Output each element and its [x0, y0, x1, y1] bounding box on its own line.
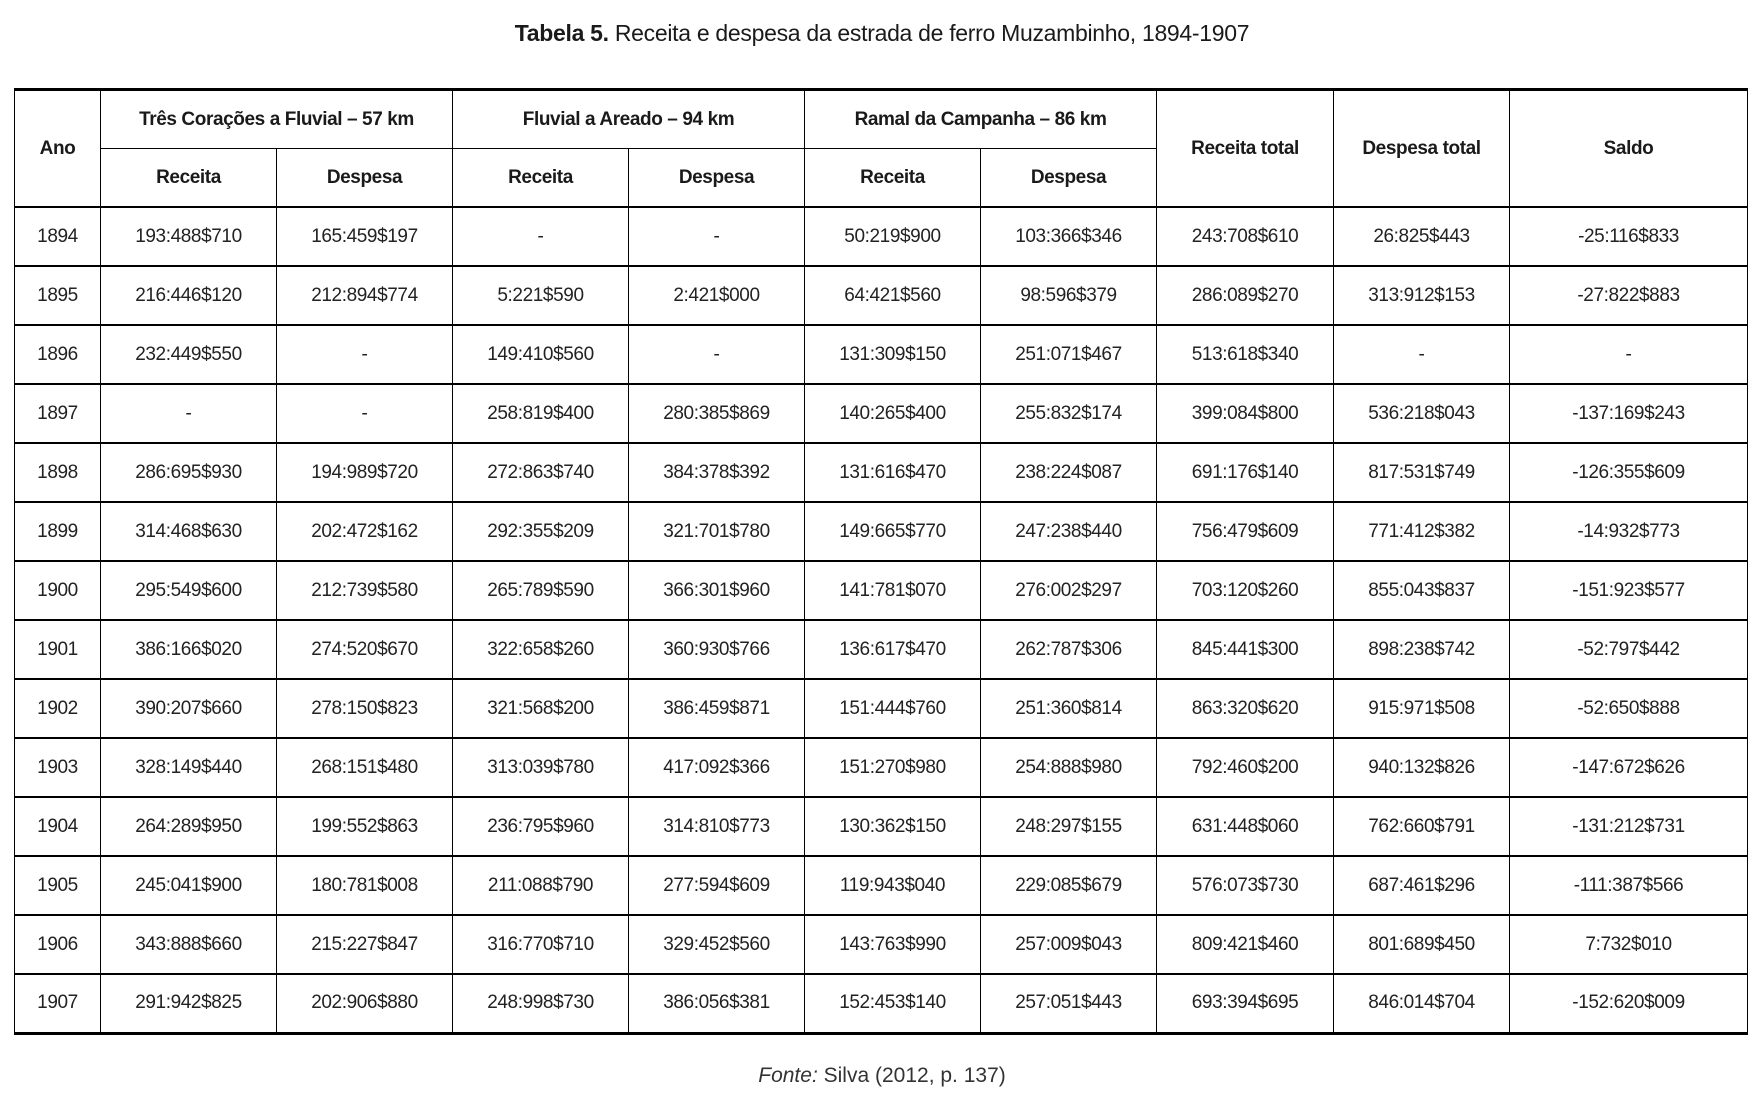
value-cell: 792:460$200 — [1157, 738, 1334, 797]
value-cell: 64:421$560 — [805, 266, 981, 325]
value-cell: 180:781$008 — [277, 856, 453, 915]
value-cell: - — [629, 207, 805, 266]
value-cell: -137:169$243 — [1510, 384, 1748, 443]
value-cell: 313:039$780 — [453, 738, 629, 797]
value-cell: 863:320$620 — [1157, 679, 1334, 738]
table-row — [15, 561, 1748, 620]
value-cell: 536:218$043 — [1334, 384, 1510, 443]
year-cell: 1903 — [15, 738, 101, 797]
caption-text: Receita e despesa da estrada de ferro Muzambinho, 1894-1907 — [608, 20, 1250, 46]
value-cell: 762:660$791 — [1334, 797, 1510, 856]
year-cell: 1907 — [15, 974, 101, 1033]
table-row — [15, 207, 1748, 266]
value-cell: 265:789$590 — [453, 561, 629, 620]
value-cell: 915:971$508 — [1334, 679, 1510, 738]
value-cell: 254:888$980 — [981, 738, 1157, 797]
value-cell: 2:421$000 — [629, 266, 805, 325]
value-cell: 151:444$760 — [805, 679, 981, 738]
value-cell: -27:822$883 — [1510, 266, 1748, 325]
value-cell: 313:912$153 — [1334, 266, 1510, 325]
group-tres-coracoes: Três Corações a Fluvial – 57 km — [101, 90, 453, 149]
value-cell: 384:378$392 — [629, 443, 805, 502]
value-cell: 366:301$960 — [629, 561, 805, 620]
value-cell: 26:825$443 — [1334, 207, 1510, 266]
value-cell: 386:056$381 — [629, 974, 805, 1033]
col-ano: Ano — [15, 90, 101, 208]
value-cell: 316:770$710 — [453, 915, 629, 974]
year-cell: 1904 — [15, 797, 101, 856]
table-row — [15, 443, 1748, 502]
value-cell: - — [277, 325, 453, 384]
value-cell: 898:238$742 — [1334, 620, 1510, 679]
table-row — [15, 325, 1748, 384]
col-receita-total: Receita total — [1157, 90, 1334, 208]
value-cell: -25:116$833 — [1510, 207, 1748, 266]
value-cell: 771:412$382 — [1334, 502, 1510, 561]
value-cell: 243:708$610 — [1157, 207, 1334, 266]
group-fluvial-areado: Fluvial a Areado – 94 km — [453, 90, 805, 149]
value-cell: 216:446$120 — [101, 266, 277, 325]
value-cell: 386:459$871 — [629, 679, 805, 738]
value-cell: 360:930$766 — [629, 620, 805, 679]
value-cell: -152:620$009 — [1510, 974, 1748, 1033]
value-cell: 141:781$070 — [805, 561, 981, 620]
value-cell: 276:002$297 — [981, 561, 1157, 620]
value-cell: 280:385$869 — [629, 384, 805, 443]
value-cell: - — [1510, 325, 1748, 384]
table-row — [15, 384, 1748, 443]
year-cell: 1898 — [15, 443, 101, 502]
value-cell: 386:166$020 — [101, 620, 277, 679]
value-cell: 247:238$440 — [981, 502, 1157, 561]
value-cell: 855:043$837 — [1334, 561, 1510, 620]
value-cell: - — [1334, 325, 1510, 384]
value-cell: 264:289$950 — [101, 797, 277, 856]
value-cell: -126:355$609 — [1510, 443, 1748, 502]
value-cell: 801:689$450 — [1334, 915, 1510, 974]
value-cell: 193:488$710 — [101, 207, 277, 266]
value-cell: 314:810$773 — [629, 797, 805, 856]
value-cell: 845:441$300 — [1157, 620, 1334, 679]
value-cell: 98:596$379 — [981, 266, 1157, 325]
value-cell: - — [453, 207, 629, 266]
year-cell: 1906 — [15, 915, 101, 974]
sub-despesa: Despesa — [981, 149, 1157, 208]
value-cell: - — [101, 384, 277, 443]
year-cell: 1899 — [15, 502, 101, 561]
table-row — [15, 856, 1748, 915]
value-cell: 272:863$740 — [453, 443, 629, 502]
value-cell: 7:732$010 — [1510, 915, 1748, 974]
value-cell: 322:658$260 — [453, 620, 629, 679]
year-cell: 1900 — [15, 561, 101, 620]
value-cell: 103:366$346 — [981, 207, 1157, 266]
value-cell: 119:943$040 — [805, 856, 981, 915]
value-cell: -111:387$566 — [1510, 856, 1748, 915]
value-cell: 202:906$880 — [277, 974, 453, 1033]
value-cell: 149:410$560 — [453, 325, 629, 384]
value-cell: 268:151$480 — [277, 738, 453, 797]
value-cell: 255:832$174 — [981, 384, 1157, 443]
value-cell: 703:120$260 — [1157, 561, 1334, 620]
value-cell: 258:819$400 — [453, 384, 629, 443]
value-cell: 417:092$366 — [629, 738, 805, 797]
value-cell: 212:894$774 — [277, 266, 453, 325]
value-cell: 846:014$704 — [1334, 974, 1510, 1033]
value-cell: 232:449$550 — [101, 325, 277, 384]
table-caption — [0, 20, 1764, 47]
table-row — [15, 266, 1748, 325]
table-row — [15, 679, 1748, 738]
value-cell: 328:149$440 — [101, 738, 277, 797]
value-cell: 693:394$695 — [1157, 974, 1334, 1033]
value-cell: 236:795$960 — [453, 797, 629, 856]
value-cell: 143:763$990 — [805, 915, 981, 974]
value-cell: 809:421$460 — [1157, 915, 1334, 974]
value-cell: 212:739$580 — [277, 561, 453, 620]
table-row — [15, 915, 1748, 974]
value-cell: 817:531$749 — [1334, 443, 1510, 502]
caption-label: Tabela 5. — [514, 20, 609, 46]
value-cell: 399:084$800 — [1157, 384, 1334, 443]
sub-receita: Receita — [101, 149, 277, 208]
value-cell: -52:797$442 — [1510, 620, 1748, 679]
value-cell: -147:672$626 — [1510, 738, 1748, 797]
value-cell: 691:176$140 — [1157, 443, 1334, 502]
value-cell: 202:472$162 — [277, 502, 453, 561]
revenue-expense-table — [14, 88, 1748, 1035]
value-cell: 251:071$467 — [981, 325, 1157, 384]
value-cell: -14:932$773 — [1510, 502, 1748, 561]
year-cell: 1895 — [15, 266, 101, 325]
value-cell: -52:650$888 — [1510, 679, 1748, 738]
value-cell: -151:923$577 — [1510, 561, 1748, 620]
table-row — [15, 738, 1748, 797]
source-note — [0, 1064, 1764, 1088]
value-cell: 151:270$980 — [805, 738, 981, 797]
value-cell: 257:009$043 — [981, 915, 1157, 974]
value-cell: 152:453$140 — [805, 974, 981, 1033]
value-cell: 687:461$296 — [1334, 856, 1510, 915]
value-cell: 295:549$600 — [101, 561, 277, 620]
value-cell: 343:888$660 — [101, 915, 277, 974]
value-cell: 194:989$720 — [277, 443, 453, 502]
source-label: Fonte: — [758, 1064, 818, 1087]
value-cell: -131:212$731 — [1510, 797, 1748, 856]
value-cell: - — [629, 325, 805, 384]
value-cell: 390:207$660 — [101, 679, 277, 738]
value-cell: 248:998$730 — [453, 974, 629, 1033]
value-cell: 199:552$863 — [277, 797, 453, 856]
value-cell: 5:221$590 — [453, 266, 629, 325]
value-cell: 274:520$670 — [277, 620, 453, 679]
value-cell: - — [277, 384, 453, 443]
source-text: Silva (2012, p. 137) — [817, 1064, 1006, 1087]
value-cell: 130:362$150 — [805, 797, 981, 856]
value-cell: 631:448$060 — [1157, 797, 1334, 856]
sub-despesa: Despesa — [629, 149, 805, 208]
value-cell: 321:701$780 — [629, 502, 805, 561]
value-cell: 292:355$209 — [453, 502, 629, 561]
sub-receita: Receita — [805, 149, 981, 208]
value-cell: 262:787$306 — [981, 620, 1157, 679]
value-cell: 165:459$197 — [277, 207, 453, 266]
value-cell: 50:219$900 — [805, 207, 981, 266]
value-cell: 140:265$400 — [805, 384, 981, 443]
value-cell: 286:089$270 — [1157, 266, 1334, 325]
value-cell: 257:051$443 — [981, 974, 1157, 1033]
value-cell: 229:085$679 — [981, 856, 1157, 915]
value-cell: 513:618$340 — [1157, 325, 1334, 384]
value-cell: 576:073$730 — [1157, 856, 1334, 915]
value-cell: 286:695$930 — [101, 443, 277, 502]
value-cell: 136:617$470 — [805, 620, 981, 679]
value-cell: 215:227$847 — [277, 915, 453, 974]
value-cell: 329:452$560 — [629, 915, 805, 974]
sub-receita: Receita — [453, 149, 629, 208]
year-cell: 1905 — [15, 856, 101, 915]
sub-despesa: Despesa — [277, 149, 453, 208]
value-cell: 149:665$770 — [805, 502, 981, 561]
year-cell: 1896 — [15, 325, 101, 384]
table-row — [15, 974, 1748, 1033]
value-cell: 131:616$470 — [805, 443, 981, 502]
value-cell: 314:468$630 — [101, 502, 277, 561]
year-cell: 1901 — [15, 620, 101, 679]
year-cell: 1902 — [15, 679, 101, 738]
value-cell: 131:309$150 — [805, 325, 981, 384]
value-cell: 756:479$609 — [1157, 502, 1334, 561]
value-cell: 940:132$826 — [1334, 738, 1510, 797]
value-cell: 291:942$825 — [101, 974, 277, 1033]
value-cell: 238:224$087 — [981, 443, 1157, 502]
value-cell: 251:360$814 — [981, 679, 1157, 738]
year-cell: 1894 — [15, 207, 101, 266]
col-despesa-total: Despesa total — [1334, 90, 1510, 208]
value-cell: 248:297$155 — [981, 797, 1157, 856]
table-row — [15, 502, 1748, 561]
value-cell: 277:594$609 — [629, 856, 805, 915]
col-saldo: Saldo — [1510, 90, 1748, 208]
value-cell: 278:150$823 — [277, 679, 453, 738]
value-cell: 321:568$200 — [453, 679, 629, 738]
group-ramal-campanha: Ramal da Campanha – 86 km — [805, 90, 1157, 149]
table-row — [15, 797, 1748, 856]
value-cell: 245:041$900 — [101, 856, 277, 915]
year-cell: 1897 — [15, 384, 101, 443]
table-row — [15, 620, 1748, 679]
value-cell: 211:088$790 — [453, 856, 629, 915]
